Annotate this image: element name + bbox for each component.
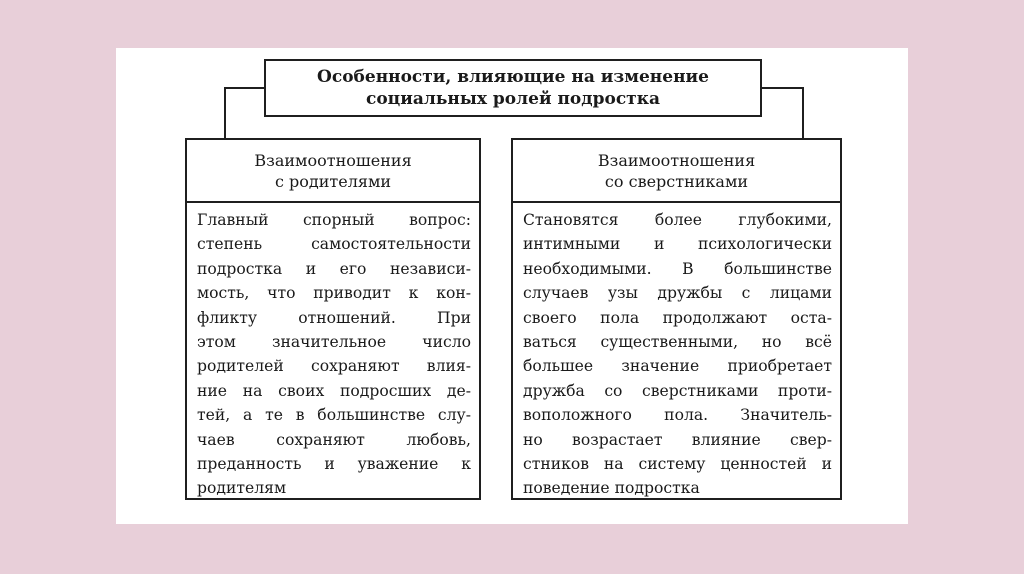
text-line: большее значение приобретает (523, 357, 832, 376)
connector-right-vertical (802, 87, 804, 140)
text-line: но возрастает влияние свер- (523, 430, 832, 449)
text-line: подростка и его независи- (197, 259, 471, 278)
header-parents: Взаимоотношения с родителями (185, 138, 481, 204)
text-line: своего пола продолжают оста- (523, 308, 832, 327)
text-line: ваться существенными, но всё (523, 332, 832, 351)
text-line: степень самостоятельности (197, 235, 471, 254)
text-line: Главный спорный вопрос: (197, 211, 471, 229)
text-line: ние на своих подросших де- (197, 381, 471, 400)
text-line: поведение подростка (523, 479, 700, 498)
text-line: воположного пола. Значитель- (523, 406, 832, 425)
connector-right-horizontal (760, 87, 804, 89)
diagram-title-box (264, 59, 762, 117)
connector-left-horizontal (224, 87, 266, 89)
text-line: этом значительное число (197, 332, 471, 351)
slide (116, 48, 908, 524)
text-line: мость, что приводит к кон- (197, 284, 471, 303)
text-line: интимными и психологически (523, 235, 832, 254)
text-line: необходимыми. В большинстве (523, 259, 832, 278)
text-line: родителей сохраняют влия- (197, 357, 471, 376)
text-line: дружба со сверстниками проти- (523, 381, 832, 400)
body-parents (185, 201, 481, 500)
header-peers: Взаимоотношения со сверстниками (511, 138, 842, 204)
text-line: тей, а те в большинстве слу- (197, 406, 471, 425)
text-line: чаев сохраняют любовь, (197, 430, 471, 449)
diagram-title: Особенности, влияющие на изменение социальных ролей подростка (317, 67, 709, 109)
text-line: стников на систему ценностей и (523, 454, 832, 473)
text-line: Становятся более глубокими, (523, 211, 832, 229)
connector-left-vertical (224, 87, 226, 140)
text-line: родителям (197, 479, 287, 498)
text-line: фликту отношений. При (197, 308, 471, 327)
text-line: случаев узы дружбы с лицами (523, 284, 832, 303)
text-line: преданность и уважение к (197, 454, 471, 473)
body-peers (511, 201, 842, 500)
